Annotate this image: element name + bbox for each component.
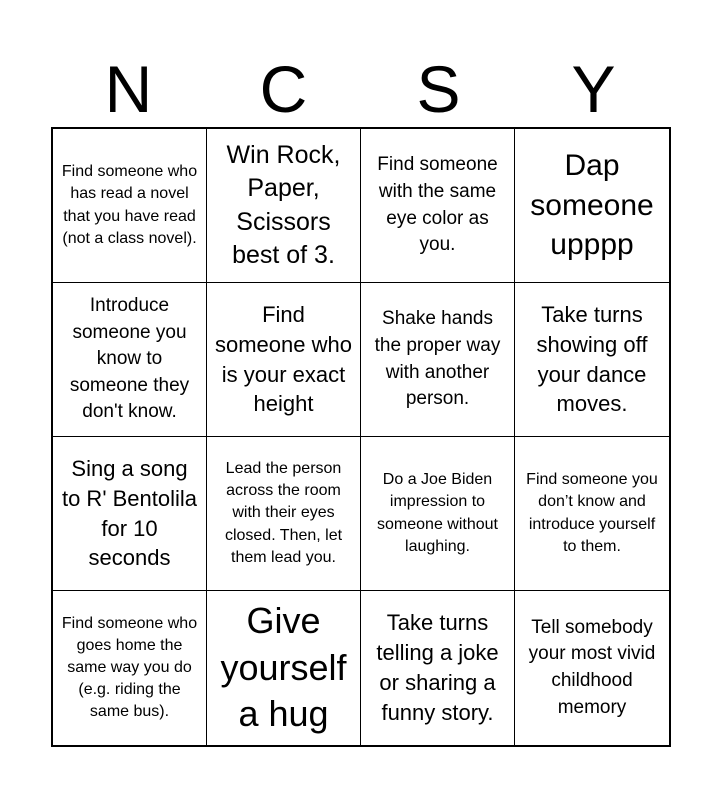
cell-text: Sing a song to R' Bentolila for 10 seconds: [61, 455, 198, 571]
cell-text: Dap someone upppp: [530, 148, 654, 262]
bingo-cell-r2c4[interactable]: [515, 283, 669, 437]
header-letter-c: C: [259, 52, 308, 126]
cell-text: Do a Joe Biden impression to someone without laughing.: [377, 471, 498, 555]
bingo-cell-r1c1[interactable]: [53, 129, 207, 283]
bingo-cell-r2c1[interactable]: [53, 283, 207, 437]
bingo-cell-r4c2[interactable]: [207, 591, 361, 745]
cell-text: Win Rock, Paper, Scissors best of 3.: [226, 141, 341, 269]
header-letter-y: Y: [571, 52, 616, 126]
cell-text: Take turns telling a joke or sharing a funny story.: [376, 610, 499, 725]
cell-text: Find someone who is your exact height: [215, 301, 352, 417]
bingo-cell-r1c4[interactable]: [515, 129, 669, 283]
bingo-cell-r4c3[interactable]: [361, 591, 515, 745]
header-letter-s: S: [416, 52, 461, 126]
cell-text: Take turns showing off your dance moves.: [536, 301, 648, 417]
bingo-board: [51, 127, 671, 747]
bingo-cell-r1c3[interactable]: [361, 129, 515, 283]
bingo-cell-r2c2[interactable]: [207, 283, 361, 437]
cell-text: Introduce someone you know to someone they don't know.: [69, 295, 190, 423]
cell-text: Find someone with the same eye color as you.: [377, 154, 498, 256]
bingo-cell-r1c2[interactable]: [207, 129, 361, 283]
bingo-cell-r3c1[interactable]: [53, 437, 207, 591]
bingo-header: [51, 50, 671, 128]
bingo-cell-r4c1[interactable]: [53, 591, 207, 745]
cell-text: Find someone you don’t know and introduce yourself to them.: [526, 471, 658, 555]
bingo-cell-r3c3[interactable]: [361, 437, 515, 591]
bingo-cell-r3c4[interactable]: [515, 437, 669, 591]
cell-text: Give yourself a hug: [220, 599, 347, 735]
cell-text: Shake hands the proper way with another person.: [374, 308, 501, 410]
cell-text: Tell somebody your most vivid childhood memory: [528, 616, 656, 718]
cell-text: Find someone who has read a novel that you have read (not a class novel).: [61, 163, 198, 247]
header-letter-n: N: [104, 52, 153, 126]
bingo-cell-r4c4[interactable]: [515, 591, 669, 745]
bingo-cell-r2c3[interactable]: [361, 283, 515, 437]
cell-text: Find someone who goes home the same way you do (e.g. riding the same bus).: [61, 614, 198, 721]
cell-text: Lead the person across the room with their eyes closed. Then, let them lead you.: [224, 460, 343, 566]
bingo-cell-r3c2[interactable]: [207, 437, 361, 591]
